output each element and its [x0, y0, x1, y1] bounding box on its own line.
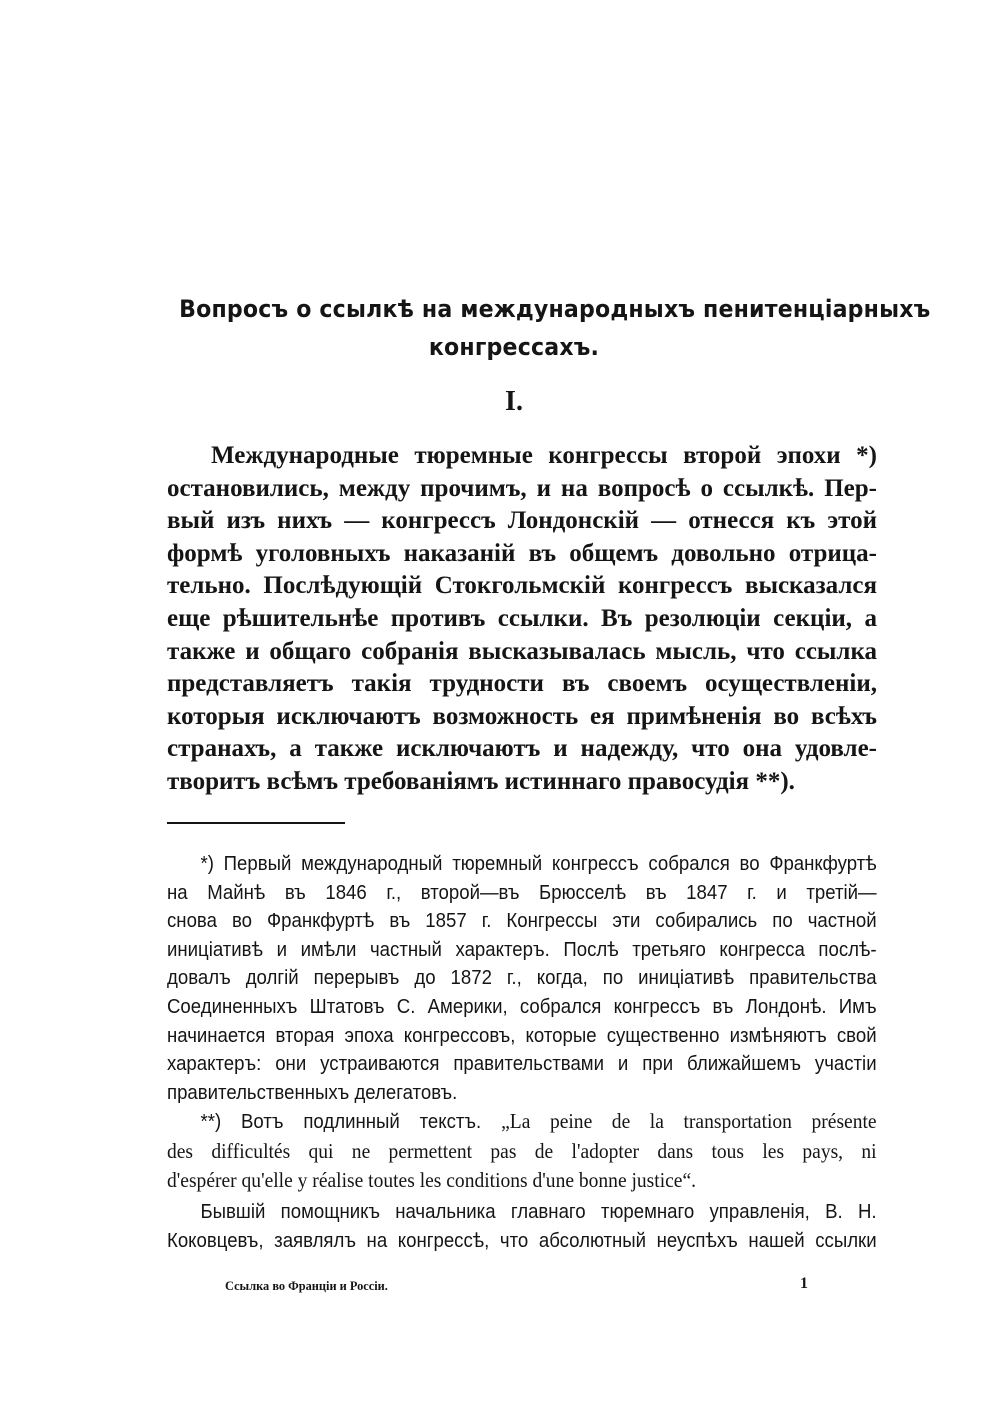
footnote-1-line: начинается вторая эпоха конгрессовъ, которые существенно измѣняютъ свой	[167, 1024, 877, 1047]
paragraph-line: вый изъ нихъ — конгрессъ Лондонскій — отнесся къ этой	[167, 507, 877, 535]
chapter-title-line-2: конгрессахъ.	[428, 333, 600, 361]
footnote-1-line: снова во Франкфуртѣ въ 1857 г. Конгрессы эти собирались по частной	[167, 910, 877, 933]
footnote-2-line: des difficultés qui ne permettent pas de l'adopter dans tous les pays, ni	[167, 1138, 877, 1163]
footnote-2-quote: „La peine de la transportation présente	[501, 1109, 877, 1134]
paragraph-line: творитъ всѣмъ требованіямъ истиннаго правосудія **).	[167, 767, 795, 795]
footnotes	[167, 850, 877, 1255]
main-paragraph	[167, 440, 877, 799]
footnote-2-line	[167, 1107, 877, 1137]
footnote-3-line: Бывшій помощникъ начальника главнаго тюремнаго управленія, В. Н.	[200, 1201, 877, 1224]
footnote-1-line: Соединенныхъ Штатовъ С. Америки, собрался конгрессъ въ Лондонѣ. Имъ	[167, 995, 877, 1018]
paragraph-line: тельно. Послѣдующій Стокгольмскій конгрессъ высказался	[167, 572, 877, 600]
signature-mark: 1	[800, 1275, 808, 1292]
footnote-1-line: иниціативѣ и имѣли частный характеръ. Послѣ третьяго конгресса послѣ-	[167, 938, 877, 961]
footnote-1-line: *) Первый международный тюремный конгрессъ собрался во Франкфуртѣ	[200, 853, 877, 875]
chapter-title	[179, 290, 931, 366]
footnote-2-line: d'espérer qu'elle y réalise toutes les conditions d'une bonne justice“.	[167, 1167, 697, 1192]
paragraph-line: еще рѣшительнѣе противъ ссылки. Въ резолюціи секціи, а	[167, 604, 877, 632]
paragraph-line: которыя исключаютъ возможность ея примѣненія во всѣхъ	[167, 702, 877, 730]
footnote-3-line: Коковцевъ, заявлялъ на конгрессѣ, что абсолютный неуспѣхъ нашей ссылки	[167, 1229, 877, 1252]
paragraph-line: Международные тюремные конгрессы второй эпохи *)	[211, 442, 877, 469]
chapter-title-line-1: Вопросъ о ссылкѣ на международныхъ пенитенціарныхъ	[179, 295, 931, 323]
paragraph-line: остановились, между прочимъ, и на вопросѣ о ссылкѣ. Пер-	[167, 474, 877, 502]
footnote-2-intro: **) Вотъ подлинный текстъ.	[200, 1111, 482, 1134]
footnote-1-line: довалъ долгій перерывъ до 1872 г., когда, по иниціативѣ правительства	[167, 967, 877, 990]
paragraph-line: формѣ уголовныхъ наказаній въ общемъ довольно отрица-	[167, 539, 877, 567]
footnote-separator	[167, 822, 345, 824]
footnote-1-line: правительственныхъ делегатовъ.	[167, 1081, 458, 1104]
footnote-1-line: на Майнѣ въ 1846 г., второй—въ Брюсселѣ въ 1847 г. и третій—	[167, 881, 877, 904]
paragraph-line: представляетъ такія трудности въ своемъ осуществленіи,	[167, 670, 877, 698]
running-footer: Ссылка во Франціи и Россіи.	[225, 1278, 388, 1293]
footnote-1-line: характеръ: они устраиваются правительствами и при ближайшемъ участіи	[167, 1053, 877, 1076]
paragraph-line: странахъ, а также исключаютъ и надежду, что она удовле-	[167, 735, 877, 763]
section-number: I.	[505, 386, 523, 417]
paragraph-line: также и общаго собранія высказывалась мысль, что ссылка	[167, 637, 877, 665]
